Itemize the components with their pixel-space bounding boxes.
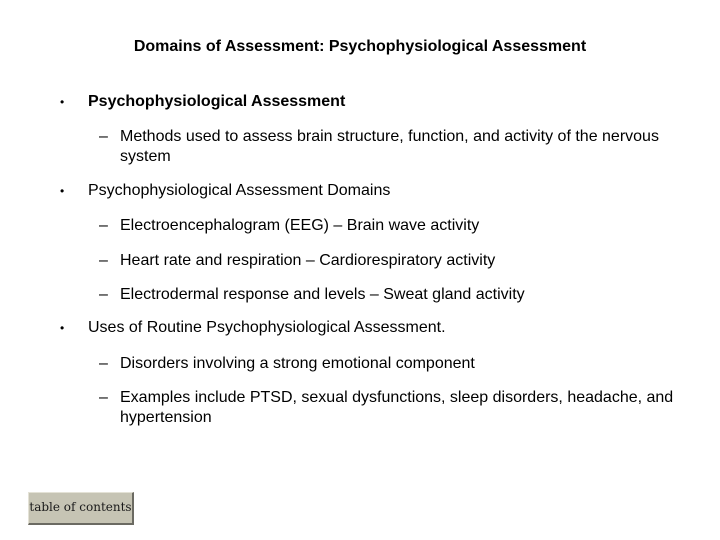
bullet-icon: • <box>60 321 65 335</box>
dash-icon: – <box>99 128 108 145</box>
sub-bullet-text: Examples include PTSD, sexual dysfunctions, sleep disorders, headache, and hypertension <box>120 389 674 426</box>
bullet-icon: • <box>60 184 65 198</box>
bullet-icon: • <box>60 95 65 109</box>
bullet-heading: Uses of Routine Psychophysiological Assessment. <box>88 319 446 336</box>
dash-icon: – <box>99 389 108 406</box>
dash-icon: – <box>99 252 108 269</box>
dash-icon: – <box>99 217 108 234</box>
sub-bullet-text: Disorders involving a strong emotional component <box>120 355 475 372</box>
sub-bullet-text: Electroencephalogram (EEG) – Brain wave activity <box>120 217 480 234</box>
bullet-heading: Psychophysiological Assessment <box>88 93 346 110</box>
bullet-heading: Psychophysiological Assessment Domains <box>88 182 391 199</box>
table-of-contents-button[interactable]: table of contents <box>28 492 134 525</box>
dash-icon: – <box>99 355 108 372</box>
sub-bullet-text: Heart rate and respiration – Cardiorespiratory activity <box>120 252 496 269</box>
sub-bullet-text: Electrodermal response and levels – Sweat gland activity <box>120 286 525 303</box>
dash-icon: – <box>99 286 108 303</box>
slide-title: Domains of Assessment: Psychophysiological Assessment <box>133 38 587 55</box>
sub-bullet-text: Methods used to assess brain structure, function, and activity of the nervous system <box>120 128 659 165</box>
